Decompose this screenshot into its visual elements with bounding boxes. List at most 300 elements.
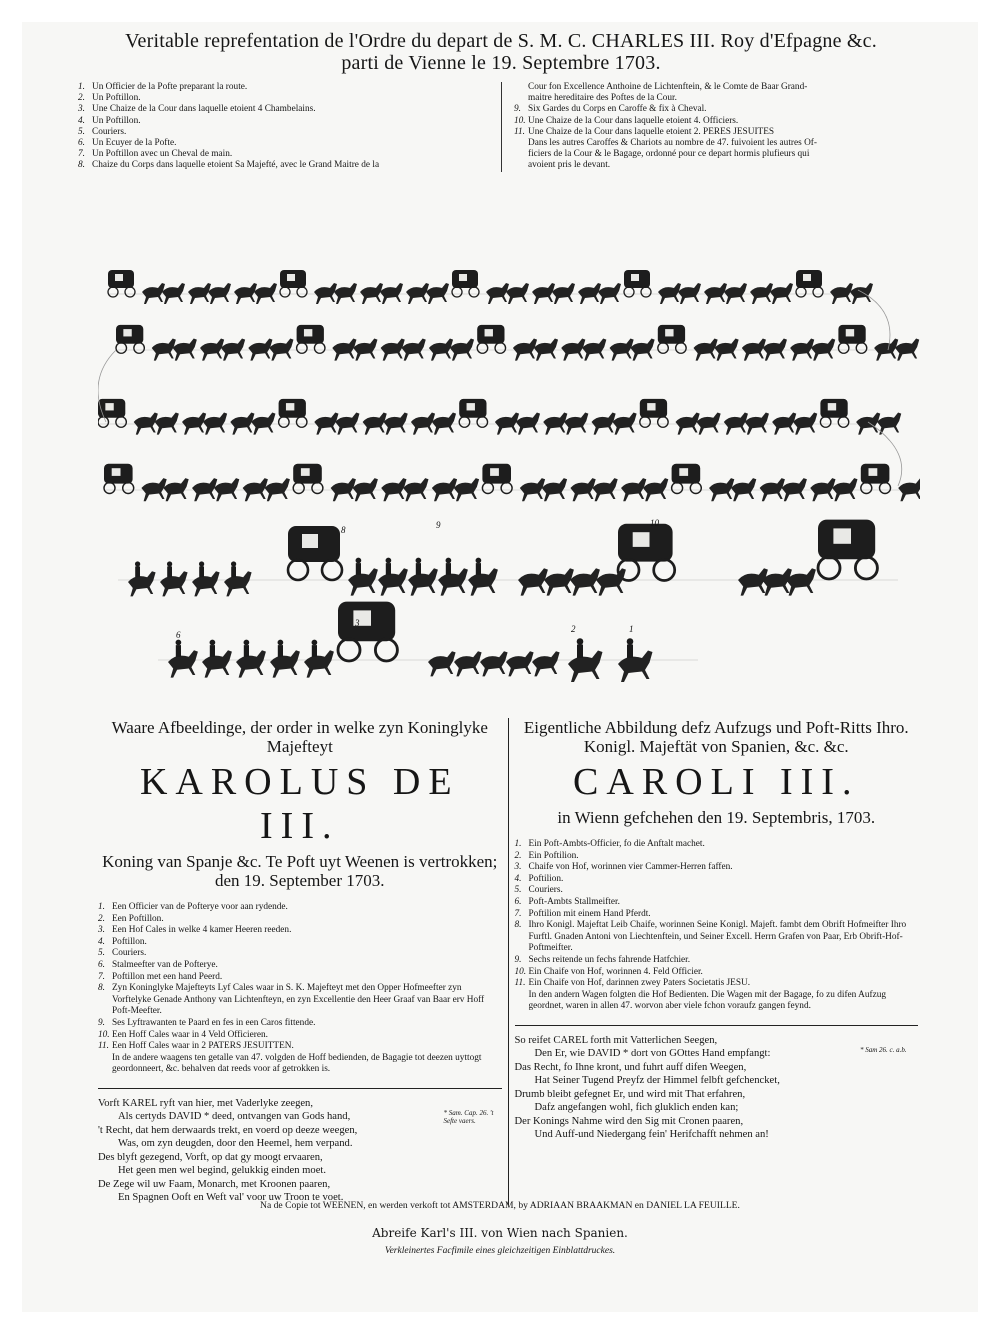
rider-head (176, 640, 182, 646)
horse-silhouette (738, 568, 768, 595)
carriage-window (665, 329, 673, 336)
legend-text: Couriers. (112, 948, 147, 959)
horse-silhouette (381, 478, 406, 501)
legend-item (98, 948, 502, 960)
verse-line: Het geen men wel begind, gelukkig einden moet. (118, 1165, 326, 1177)
legend-number: 4. (514, 873, 522, 884)
legend-number (514, 82, 528, 93)
carriage-wheel (654, 560, 675, 581)
french-legend-left (78, 82, 488, 172)
rider-head (356, 558, 362, 564)
carriage-window (302, 534, 318, 548)
carriage-window (112, 468, 121, 476)
rider-silhouette (356, 563, 361, 575)
horse-silhouette (454, 478, 479, 501)
horse-silhouette (270, 650, 300, 677)
legend-item (515, 955, 919, 967)
horse-silhouette (850, 283, 873, 304)
carriage-wheel (861, 483, 872, 494)
legend-number: 10. (514, 966, 527, 977)
legend-item (78, 82, 488, 93)
carriage-window (485, 329, 493, 336)
horse-silhouette (348, 568, 378, 595)
legend-text: Poftillon met een hand Peerd. (112, 971, 223, 982)
legend-text: Poftilion mit einem Hand Pferdt. (528, 908, 651, 919)
rider-silhouette (244, 645, 249, 657)
horse-silhouette (134, 413, 158, 435)
horse-silhouette (520, 478, 545, 501)
legend-item (78, 160, 488, 171)
legend-item (78, 149, 488, 160)
horse-silhouette (224, 571, 252, 596)
horse-silhouette (790, 339, 814, 361)
carriage-window (633, 532, 650, 547)
legend-number: 1. (514, 839, 522, 849)
legend-item (78, 93, 488, 104)
horse-silhouette (495, 413, 519, 435)
horse-silhouette (552, 283, 575, 304)
horse-silhouette (429, 339, 453, 361)
horse-silhouette (468, 568, 498, 595)
legend-text: Couriers. (92, 126, 127, 137)
horse-silhouette (811, 339, 835, 361)
horse-silhouette (643, 478, 668, 501)
horse-silhouette (724, 283, 747, 304)
horse-silhouette (793, 413, 817, 435)
legend-text: Couriers. (528, 885, 563, 896)
carriage-wheel (297, 343, 308, 354)
legend-number: 2. (514, 850, 522, 861)
procession-number: 1 (629, 624, 634, 634)
carriage-wheel (314, 343, 325, 354)
legend-text: Une Chaize de la Cour dans laquelle etoient 4 Chambelains. (92, 104, 316, 115)
legend-text: Six Gardes du Corps en Caroffe & fix à Cheval. (528, 104, 707, 115)
verse-line: Als certyds DAVID * deed, ontvangen van Gods hand, (118, 1111, 351, 1123)
carriage-wheel (672, 483, 683, 494)
rider-silhouette (386, 563, 391, 575)
horse-silhouette (378, 568, 408, 595)
horse-silhouette (544, 568, 574, 595)
carriage-wheel (288, 560, 308, 580)
horse-silhouette (450, 339, 474, 361)
horse-silhouette (697, 413, 721, 435)
dutch-legend (98, 902, 502, 1053)
header-section (78, 30, 924, 172)
verse-line: So reifet CAREL forth mit Vatterlichen Seegen, (514, 1034, 718, 1046)
horse-silhouette (200, 339, 224, 361)
horse-silhouette (658, 283, 681, 304)
carriage-wheel (658, 417, 669, 428)
legend-text: Poftilion. (528, 873, 564, 884)
horse-silhouette (678, 283, 701, 304)
legend-number: 5. (98, 948, 105, 959)
legend-number: 5. (78, 126, 85, 137)
german-heading: Eigentliche Abbildung defz Aufzugs und Poft-Ritts Ihro. Konigl. Majeftät von Spanien, &c. &c. (523, 718, 909, 756)
dutch-subtitle: Koning van Spanje &c. Te Poft uyt Weenen is vertrokken; den 19. September 1703. (102, 852, 498, 890)
horse-silhouette (518, 568, 548, 595)
horse-silhouette (334, 283, 357, 304)
carriage-wheel (459, 417, 470, 428)
legend-text: Zyn Koninglyke Majefteyts Lyf Cales waar in S. K. Majefteyt met den Opper Hofmeefter zyn Vorftelyke Genade Anthony van Lichtenfteyn, en zyn Excellentie den Heer Graaf van Baar erv Hoff Poft-Meefter. (112, 983, 485, 1017)
horse-silhouette (426, 283, 449, 304)
verse-line: En Spagnen Ooft en Weft val' voor uw Troon te voet. (118, 1192, 344, 1204)
legend-item (98, 1030, 502, 1042)
horse-silhouette (772, 413, 796, 435)
legend-number: 9. (514, 104, 521, 115)
carriage-wheel (125, 287, 135, 297)
horse-silhouette (192, 478, 217, 501)
carriage-window (833, 528, 851, 543)
horse-silhouette (192, 571, 220, 596)
carriage-wheel (658, 343, 669, 354)
horse-silhouette (731, 478, 756, 501)
horse-silhouette (543, 413, 567, 435)
horse-silhouette (480, 651, 508, 676)
carriage-wheel (375, 639, 397, 661)
carriage-wheel (338, 639, 360, 661)
rider-head (577, 638, 584, 645)
legend-number: 4. (98, 936, 105, 947)
horse-silhouette (564, 413, 588, 435)
german-verse-note: * Sam 26. c. a.b. (860, 1045, 907, 1054)
legend-text: Ein Poft-Ambts-Officier, fo die Anftalt machet. (528, 839, 705, 849)
carriage-wheel (116, 343, 127, 354)
horse-silhouette (760, 478, 785, 501)
verse-line: Der Konings Nahme wird den Sig mit Cronen paaren, (514, 1115, 744, 1127)
legend-number: 3. (78, 104, 85, 115)
horse-silhouette (613, 413, 637, 435)
horse-silhouette (363, 413, 387, 435)
horse-silhouette (568, 651, 603, 683)
legend-text: Een Poftillon. (112, 913, 164, 924)
rider-silhouette (627, 645, 633, 659)
legend-number: 1. (78, 82, 85, 92)
carriage-window (490, 468, 499, 476)
horse-silhouette (428, 651, 456, 676)
carriage-wheel (482, 483, 493, 494)
carriage-window (304, 329, 312, 336)
legend-text: Chaize du Corps dans laquelle etoient Sa Majefté, avec le Grand Maitre de la (92, 160, 380, 171)
horse-silhouette (335, 413, 359, 435)
legend-item (98, 914, 502, 926)
legend-text: Poftillon. (112, 936, 147, 947)
legend-item (98, 925, 502, 937)
horse-silhouette (155, 413, 179, 435)
horse-silhouette (202, 650, 232, 677)
horse-silhouette (353, 339, 377, 361)
horse-silhouette (704, 283, 727, 304)
carriage-wheel (280, 287, 290, 297)
legend-item (514, 93, 924, 104)
carriage-window (647, 403, 655, 410)
legend-item (98, 1041, 502, 1053)
horse-silhouette (406, 283, 429, 304)
legend-text: Dans les autres Caroffes & Chariots au nombre de 47. fuivoient les autres Of- (528, 138, 817, 149)
horse-silhouette (236, 650, 266, 677)
rider-silhouette (199, 566, 204, 577)
carriage-window (115, 274, 123, 281)
procession-number: 6 (176, 630, 181, 640)
horse-silhouette (532, 283, 555, 304)
carriage-window (301, 468, 310, 476)
legend-item (514, 149, 924, 160)
horse-silhouette (895, 339, 919, 361)
legend-number: 6. (98, 959, 105, 970)
german-king-name: CAROLI III. (573, 761, 860, 803)
horse-silhouette (486, 283, 509, 304)
horse-silhouette (314, 283, 337, 304)
rider-head (416, 558, 422, 564)
horse-silhouette (408, 568, 438, 595)
horse-silhouette (618, 651, 653, 683)
rider-head (135, 561, 140, 566)
legend-item (98, 960, 502, 972)
horse-silhouette (162, 283, 185, 304)
horse-silhouette (582, 339, 606, 361)
horse-silhouette (506, 283, 529, 304)
carriage-wheel (818, 557, 840, 579)
legend-item (514, 138, 924, 149)
dutch-king-name: KAROLUS DE III. (139, 761, 460, 847)
legend-number: 8. (514, 920, 522, 931)
horse-silhouette (598, 283, 621, 304)
legend-item (515, 839, 919, 851)
title-line-1: Veritable reprefentation de l'Ordre du depart de S. M. C. CHARLES III. Roy d'Efpagne &c. (125, 30, 877, 52)
horse-silhouette (542, 478, 567, 501)
carriage-window (828, 403, 836, 410)
carriage-wheel (296, 417, 307, 428)
legend-text: Ein Poftilion. (528, 850, 579, 861)
carriage-wheel (98, 417, 109, 428)
rider-silhouette (231, 566, 236, 577)
legend-item (98, 983, 502, 1018)
horse-silhouette (631, 339, 655, 361)
horse-silhouette (610, 339, 634, 361)
legend-item (98, 902, 502, 914)
verse-line: Den Er, wie DAVID * dort von GOttes Hand empfangt: (534, 1048, 771, 1060)
horse-silhouette (832, 478, 857, 501)
horse-silhouette (724, 413, 748, 435)
rider-silhouette (577, 645, 583, 659)
horse-silhouette (810, 478, 835, 501)
legend-text: Sechs reitende un fechs fahrende Hatfchier. (528, 954, 691, 965)
carriage-window (679, 468, 688, 476)
rider-head (627, 638, 634, 645)
german-rule (515, 1025, 919, 1026)
legend-number: 2. (78, 93, 85, 104)
legend-number: 11. (514, 126, 525, 137)
legend-text: Une Chaize de la Cour dans laquelle etoient 2. PERES JESUITES (528, 126, 775, 137)
verse-line: 't Recht, dat hem derwaards trekt, en voerd op deeze weegen, (98, 1124, 358, 1136)
horse-silhouette (578, 283, 601, 304)
legend-text: Een Hoff Cales waar in 2 PATERS JESUITTEN. (112, 1041, 294, 1052)
horse-silhouette (770, 283, 793, 304)
carriage-wheel (641, 287, 651, 297)
carriage-window (123, 329, 131, 336)
carriage-wheel (477, 417, 488, 428)
legend-item (515, 874, 919, 886)
legend-item (515, 967, 919, 979)
legend-number (514, 138, 528, 149)
carriage-wheel (104, 483, 115, 494)
legend-text: ficiers de la Cour & le Bagage, ordonné pour ce depart hormis plufieurs qui (528, 149, 810, 160)
legend-number: 3. (98, 925, 105, 936)
legend-item (515, 885, 919, 897)
verse-line: De Zege wil uw Faam, Monarch, met Kroonen paaren, (98, 1178, 331, 1190)
legend-text: Ihro Konigl. Majeftat Leib Chaife, worinnen Seine Konigl. Majeft. fambt dem Obrift Hofmeifter Ihro Furftl. Gnaden Antoni von Liechtenftein, und Seiner Excell. Herrn Grafen von Paar, Erb Obrift-Hof-Poftmeifter. (528, 920, 907, 954)
legend-number: 5. (514, 885, 522, 896)
carriage-wheel (452, 287, 462, 297)
legend-number: 7. (514, 908, 522, 919)
legend-text: Ein Chaife von Hof, darinnen zwey Paters Societatis JESU. (528, 978, 751, 989)
legend-item (515, 862, 919, 874)
legend-text: Ses Lyftrawanten te Paard en fes in een Caros fittende. (112, 1017, 316, 1028)
horse-silhouette (208, 283, 231, 304)
horse-silhouette (168, 650, 198, 677)
dutch-column (98, 718, 502, 1205)
legend-number: 10. (514, 115, 526, 126)
carriage-wheel (640, 417, 651, 428)
procession-number: 10 (650, 518, 659, 528)
legend-item (98, 937, 502, 949)
legend-item (515, 978, 919, 990)
dutch-verse-note: * Sam. Cap. 26. 't Sefte vaers. (443, 1108, 494, 1125)
legend-text: Une Chaize de la Cour dans laquelle etoient 4. Officiers. (528, 115, 739, 126)
dutch-rule (98, 1088, 502, 1089)
legend-number: 8. (98, 983, 105, 994)
horse-silhouette (596, 568, 626, 595)
horse-silhouette (592, 413, 616, 435)
horse-silhouette (173, 339, 197, 361)
carriage-wheel (469, 287, 479, 297)
carriage-wheel (477, 343, 488, 354)
verse-line: Dafz angefangen wohl, fich gluklich enden kan; (534, 1102, 739, 1114)
legend-item (515, 897, 919, 909)
column-divider-vertical (508, 718, 509, 1205)
carriage-window (869, 468, 878, 476)
imprint-line: Na de Copie tot WEENEN, en werden verkoft tot AMSTERDAM, by ADRIAAN BRAAKMAN en DANIEL LA FEUILLE. (260, 1200, 740, 1211)
horse-silhouette (513, 339, 537, 361)
legend-text: Ein Chaife von Hof, worinnen 4. Feld Officier. (528, 966, 703, 977)
horse-silhouette (234, 283, 257, 304)
legend-text: Een Officier van de Pofterye voor aan rydende. (112, 902, 288, 912)
legend-text: Un Ecuyer de la Pofte. (92, 138, 177, 149)
horse-silhouette (221, 339, 245, 361)
carriage-wheel (796, 287, 806, 297)
rider-silhouette (135, 566, 140, 577)
horse-silhouette (142, 283, 165, 304)
legend-number: 7. (98, 971, 105, 982)
german-legend (515, 839, 919, 990)
legend-number: 7. (78, 149, 85, 160)
carriage-wheel (676, 343, 687, 354)
procession-engraving (98, 250, 920, 696)
carriage-wheel (134, 343, 145, 354)
horse-silhouette (248, 339, 272, 361)
horse-silhouette (128, 571, 156, 596)
horse-silhouette (182, 413, 206, 435)
procession-number: 8 (341, 525, 346, 535)
horse-silhouette (454, 651, 482, 676)
carriage-wheel (297, 287, 307, 297)
horse-silhouette (265, 478, 290, 501)
bilingual-text-section (98, 718, 918, 1205)
carriage-wheel (279, 417, 290, 428)
carriage-wheel (501, 483, 512, 494)
caption-title: Abreife Karl's III. von Wien nach Spanien. (372, 1226, 628, 1240)
legend-text: maitre hereditaire des Poftes de la Cour. (528, 93, 677, 104)
legend-number: 8. (78, 160, 85, 171)
horse-silhouette (251, 413, 275, 435)
title-line-2: parti de Vienne le 19. Septembre 1703. (341, 52, 661, 74)
legend-text: Chaife von Hof, worinnen vier Cammer-Herren faffen. (528, 862, 733, 873)
verse-line: Drumb bleibt gefegnet Er, und wird mit That erfahren, (514, 1088, 746, 1100)
legend-item (78, 138, 488, 149)
carriage-wheel (624, 287, 634, 297)
horse-silhouette (254, 283, 277, 304)
verse-line: Und Auff-und Niedergang fein' Herifchafft nehmen an! (534, 1129, 769, 1141)
legend-number (514, 149, 528, 160)
rider-head (446, 558, 452, 564)
legend-item (78, 104, 488, 115)
horse-silhouette (592, 478, 617, 501)
horse-silhouette (214, 478, 239, 501)
legend-text: Un Poftillon. (92, 93, 141, 104)
legend-number: 11. (514, 978, 526, 989)
horse-silhouette (411, 413, 435, 435)
legend-item (514, 116, 924, 127)
verse-line: Hat Seiner Tugend Preyfz der Himmel felbft gefchencket, (534, 1075, 780, 1087)
carriage-window (105, 403, 113, 410)
rider-head (476, 558, 482, 564)
rider-head (386, 558, 392, 564)
legend-number: 9. (514, 954, 522, 965)
rider-head (312, 640, 318, 646)
carriage-wheel (495, 343, 506, 354)
verse-line: Das Recht, fo Ihne kront, und fuhrt auff difen Weegen, (514, 1061, 747, 1073)
carriage-window (803, 274, 811, 281)
rider-silhouette (167, 566, 172, 577)
german-verse (515, 1034, 919, 1142)
rider-head (244, 640, 250, 646)
carriage-wheel (820, 417, 831, 428)
horse-silhouette (745, 413, 769, 435)
rider-head (278, 640, 284, 646)
horse-silhouette (534, 339, 558, 361)
legend-number: 6. (78, 138, 85, 149)
horse-silhouette (203, 413, 227, 435)
rider-silhouette (210, 645, 215, 657)
horse-silhouette (141, 478, 166, 501)
legend-number: 3. (514, 862, 522, 873)
german-column (515, 718, 919, 1205)
horse-silhouette (304, 650, 334, 677)
procession-number: 9 (436, 520, 441, 530)
horse-silhouette (506, 651, 534, 676)
carriage-window (846, 329, 854, 336)
legend-item (78, 127, 488, 138)
horse-silhouette (403, 478, 428, 501)
horse-silhouette (402, 339, 426, 361)
legend-item (98, 1018, 502, 1030)
rider-silhouette (446, 563, 451, 575)
caption-subtitle: Verkleinertes Facfimile eines gleichzeitigen Einblattdruckes. (384, 1246, 616, 1256)
horse-silhouette (532, 651, 560, 676)
carriage-wheel (293, 483, 304, 494)
carriage-window (287, 274, 295, 281)
carriage-window (459, 274, 467, 281)
horse-silhouette (384, 413, 408, 435)
